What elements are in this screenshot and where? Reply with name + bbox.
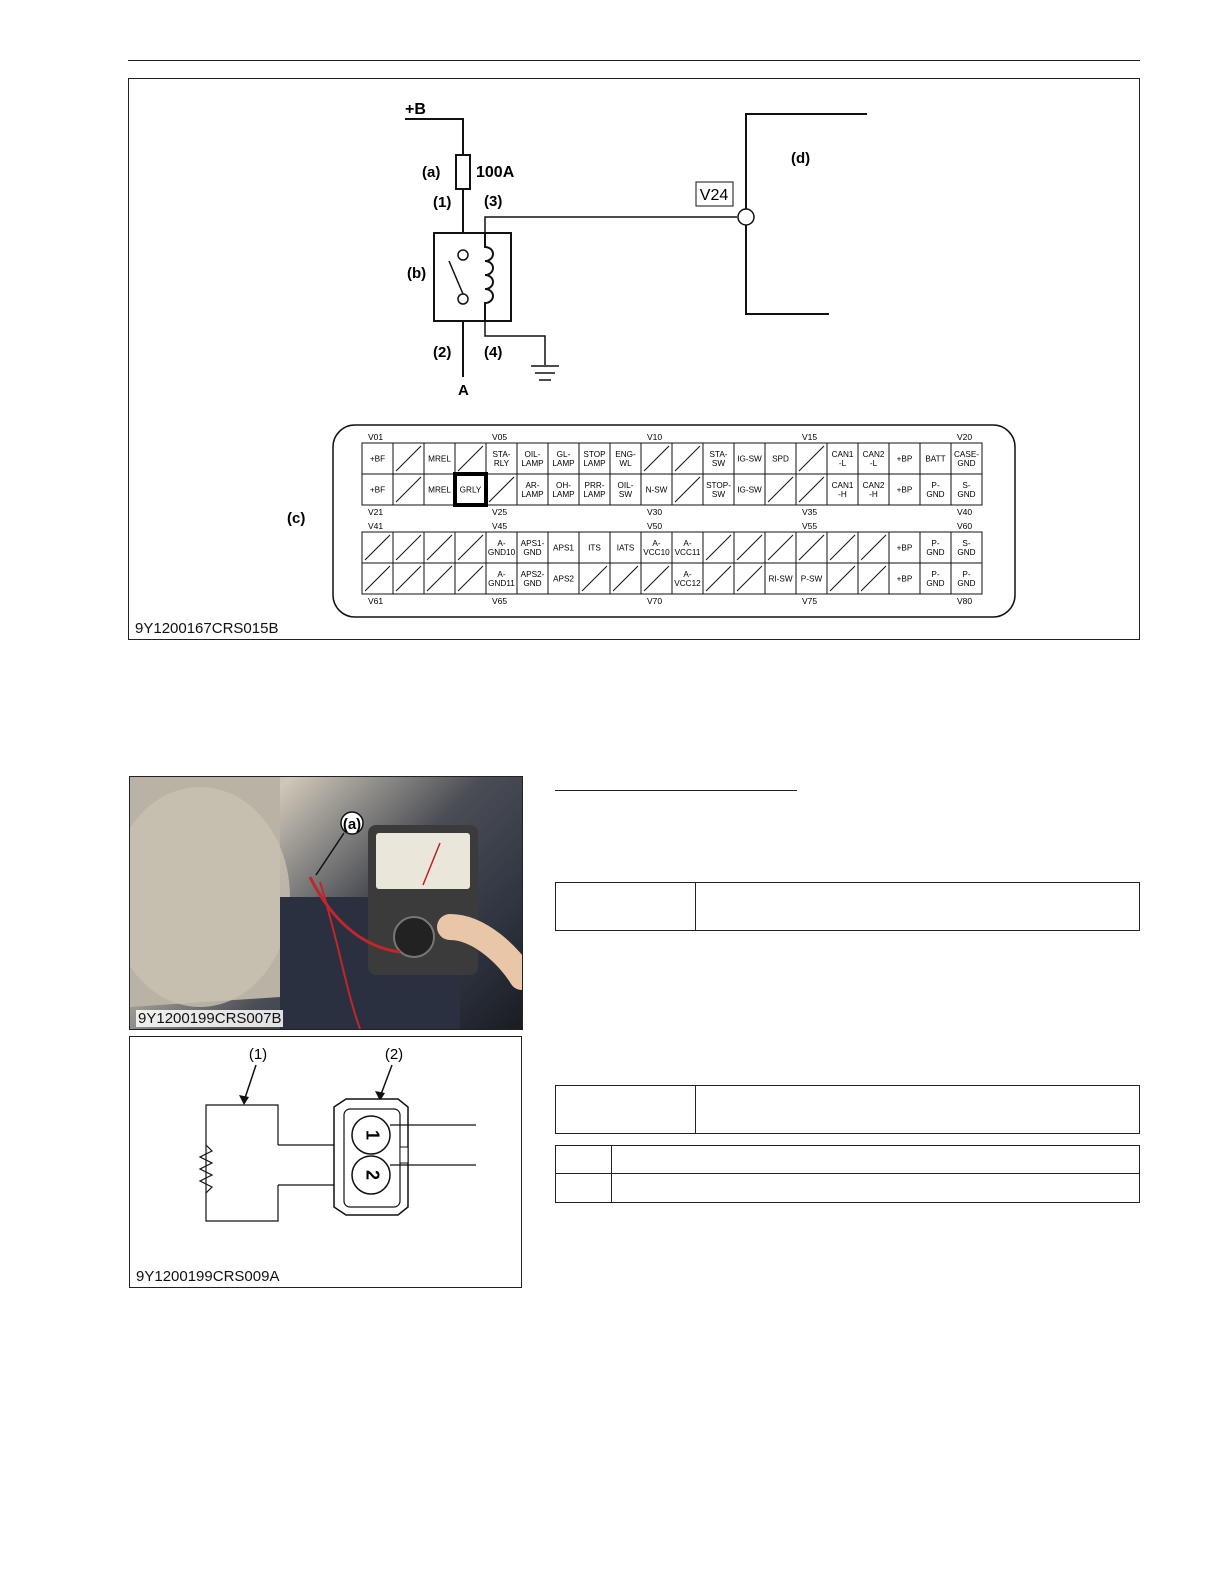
pin-signal-label: P-GND <box>957 570 976 588</box>
pin-signal-label: CAN1 -H <box>831 481 854 499</box>
callout-a: (a) <box>422 164 441 181</box>
pin-signal-label: CAN2 -H <box>862 481 885 499</box>
terminal-2-label: (2) <box>433 344 452 361</box>
pin-number-label: V20 <box>957 432 973 442</box>
spec-table-2 <box>555 1085 1140 1134</box>
pin-number-label: V80 <box>957 596 973 606</box>
pin-number-label: V61 <box>368 596 384 606</box>
spec-table-1-divider <box>695 883 696 930</box>
callout-c: (c) <box>287 510 306 527</box>
sensor-body <box>206 1105 278 1221</box>
fuse-rating: 100A <box>476 164 515 181</box>
pin-number-label: V21 <box>368 507 384 517</box>
terminal-4-label: (4) <box>484 344 503 361</box>
pin-signal-label: +BF <box>369 454 386 464</box>
circuit-diagram <box>129 79 1139 639</box>
pin-signal-label: A-GND11 <box>488 570 515 588</box>
pin-number-label: V40 <box>957 507 973 517</box>
pin-signal-label: +BP <box>896 574 913 584</box>
connector-diagram-figure <box>129 1036 522 1288</box>
pin-signal-label: AR-LAMP <box>521 481 544 499</box>
pin-signal-label: APS2-GND <box>520 570 545 588</box>
pin-number-label: V05 <box>492 432 508 442</box>
photo-callout-a: (a) <box>342 816 362 833</box>
pin-signal-label: GRLY <box>459 485 482 495</box>
measurement-photo <box>129 776 523 1030</box>
pin-signal-label: GL-LAMP <box>552 450 575 468</box>
pin-signal-label: STOP LAMP <box>583 450 606 468</box>
pin-number-label: V45 <box>492 521 508 531</box>
pin-signal-label: +BF <box>369 485 386 495</box>
pin-number-label: V10 <box>647 432 663 442</box>
pin-number-label: V01 <box>368 432 384 442</box>
pin-1-number: 1 <box>362 1129 383 1141</box>
supply-label: +B <box>405 101 426 118</box>
fuse-symbol <box>456 155 470 189</box>
pin-number-label: V60 <box>957 521 973 531</box>
spec-table-1 <box>555 882 1140 931</box>
pin-signal-label: SPD <box>772 454 789 464</box>
pin-signal-label: P-GND <box>926 570 945 588</box>
callout-b: (b) <box>407 265 427 282</box>
pin-signal-label: OIL-LAMP <box>521 450 544 468</box>
coil-to-ecu-wire <box>485 217 737 233</box>
pin-signal-label: +BP <box>896 454 913 464</box>
ecu-bracket <box>746 114 867 314</box>
relay-contact-bottom <box>458 294 468 304</box>
pin-number-label: V50 <box>647 521 663 531</box>
pin-signal-label: APS1-GND <box>520 539 545 557</box>
pin-signal-label: CASE-GND <box>953 450 980 468</box>
section-underline <box>555 790 797 791</box>
reference-table-divider <box>611 1146 612 1202</box>
leader-1 <box>244 1065 256 1101</box>
pin-signal-label: APS1 <box>553 543 574 553</box>
pin-signal-label: S-GND <box>957 539 976 557</box>
pin-label: V24 <box>699 187 729 204</box>
leader-2 <box>380 1065 392 1097</box>
pin-signal-label: MREL <box>428 454 451 464</box>
photo-illustration <box>130 777 522 1029</box>
output-label: A <box>458 382 469 399</box>
pin-number-label: V65 <box>492 596 508 606</box>
figure-code: 9Y1200199CRS009A <box>136 1268 280 1285</box>
pin-signal-label: STA-RLY <box>492 450 511 468</box>
pin-signal-label: A-VCC10 <box>643 539 670 557</box>
header-rule <box>128 60 1140 61</box>
ecu-pin-node <box>738 209 754 225</box>
pin-signal-label: ITS <box>588 543 601 553</box>
pin-signal-label: CAN2 -L <box>862 450 885 468</box>
pin-signal-label: MREL <box>428 485 451 495</box>
pin-number-label: V25 <box>492 507 508 517</box>
pin-signal-label: P-GND <box>926 539 945 557</box>
pin-number-label: V35 <box>802 507 818 517</box>
spec-table-2-divider <box>695 1086 696 1133</box>
pin-2-number: 2 <box>362 1169 383 1181</box>
pin-signal-label: OH-LAMP <box>552 481 575 499</box>
pin-number-label: V41 <box>368 521 384 531</box>
pin-signal-label: P-SW <box>800 574 823 584</box>
label-1: (1) <box>248 1046 268 1063</box>
pin-signal-label: N-SW <box>645 485 668 495</box>
callout-d: (d) <box>791 150 811 167</box>
pin-signal-label: OIL-SW <box>617 481 634 499</box>
photo-code: 9Y1200199CRS007B <box>138 1010 282 1027</box>
pin-signal-label: A-VCC11 <box>674 539 701 557</box>
label-2: (2) <box>384 1046 404 1063</box>
pin-signal-label: +BP <box>896 485 913 495</box>
arrow-1 <box>239 1095 249 1105</box>
pin-signal-label: CAN1 -L <box>831 450 854 468</box>
pin-signal-label: IATS <box>616 543 635 553</box>
pin-signal-label: STOP-SW <box>706 481 731 499</box>
reference-table <box>555 1145 1140 1203</box>
pin-signal-label: RI-SW <box>768 574 793 584</box>
connector-diagram <box>130 1037 521 1287</box>
terminal-3-label: (3) <box>484 193 503 210</box>
pin-signal-label: IG-SW <box>737 454 762 464</box>
pin-signal-label: A-GND10 <box>487 539 516 557</box>
reference-table-row-rule <box>556 1173 1139 1174</box>
connector-latch <box>400 1147 408 1163</box>
pin-signal-label: +BP <box>896 543 913 553</box>
relay-box <box>434 233 511 321</box>
figure-code: 9Y1200167CRS015B <box>135 620 279 637</box>
supply-wire <box>405 119 463 155</box>
pin-signal-label: APS2 <box>553 574 574 584</box>
pin-signal-label: A-VCC12 <box>674 570 701 588</box>
pin-number-label: V75 <box>802 596 818 606</box>
pin-signal-label: S-GND <box>957 481 976 499</box>
pin-signal-label: ENG-WL <box>615 450 636 468</box>
pin-signal-label: PRR-LAMP <box>583 481 606 499</box>
pin-number-label: V30 <box>647 507 663 517</box>
multimeter-display <box>376 833 470 889</box>
pin-signal-label: BATT <box>925 454 946 464</box>
circuit-diagram-figure <box>128 78 1140 640</box>
terminal-1-label: (1) <box>433 194 452 211</box>
pin-signal-label: IG-SW <box>737 485 762 495</box>
callout-leader <box>316 833 344 875</box>
relay-contact-top <box>458 250 468 260</box>
pin-signal-label: P-GND <box>926 481 945 499</box>
pin-number-label: V55 <box>802 521 818 531</box>
pin-number-label: V15 <box>802 432 818 442</box>
pin-number-label: V70 <box>647 596 663 606</box>
pin-signal-label: STA-SW <box>709 450 728 468</box>
